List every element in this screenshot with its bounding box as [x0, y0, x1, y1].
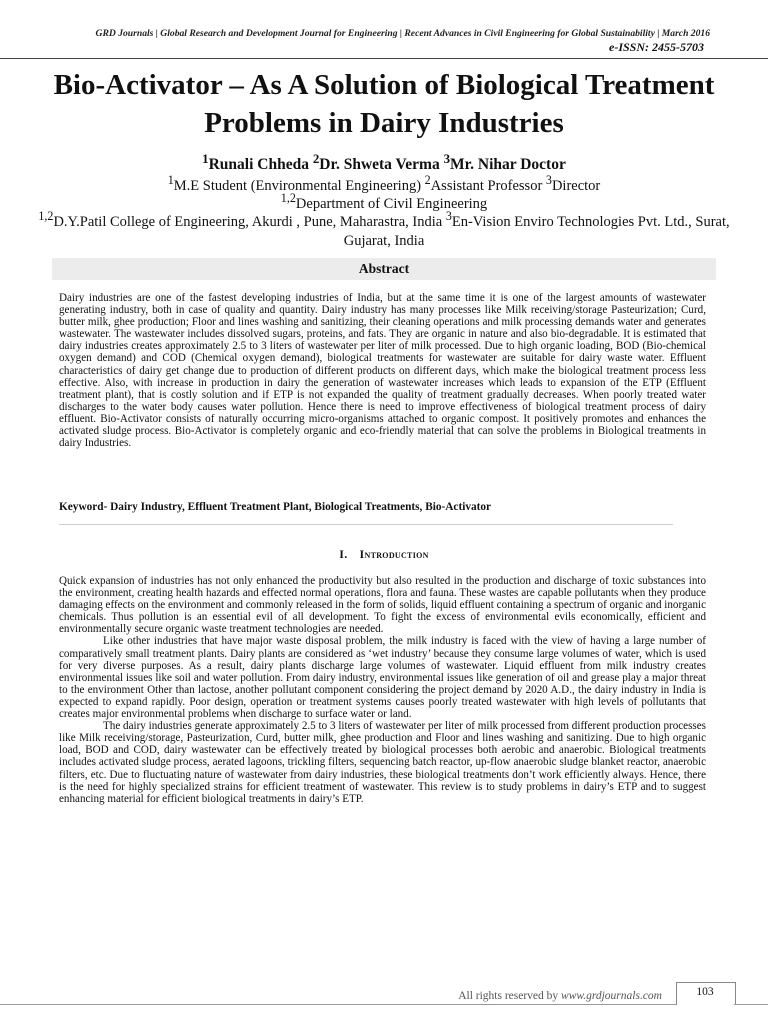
author-name: Runali Chheda [208, 156, 313, 174]
author-name: Dr. Shweta Verma [319, 156, 444, 174]
role-sup: 2 [424, 173, 431, 187]
paper-title: Bio-Activator – As A Solution of Biological Treatment Problems in Dairy Industries [53, 69, 715, 139]
issn: e-ISSN: 2455-5703 [609, 40, 704, 54]
section-number: I. [339, 547, 348, 561]
role-sup: 1 [167, 173, 174, 187]
footer-divider [0, 1004, 676, 1005]
inst-sup: 1,2 [38, 209, 54, 223]
author-sup: 3 [443, 151, 451, 166]
author-sup: 2 [312, 151, 320, 166]
section-divider [59, 524, 673, 525]
section-title: Introduction [359, 547, 429, 561]
author-name: Mr. Nihar Doctor [450, 156, 566, 174]
paragraph: Quick expansion of industries has not only enhanced the productivity but also resulted in the production and discharge of toxic substances into the environment, creating health hazards and effected normal operations, flora and fauna. These wastes are capable pollutants when they produce damaging effects on the environment and commonly released in the form of solids, liquid effluent containing a spectrum of organic and inorganic chemicals. Thus pollution is an essential evil of all development. To fight the excess of environmental evils economically, efficient and environmentally secure organic waste treatment technologies are needed. [59, 575, 706, 636]
paragraph: Like other industries that have major waste disposal problem, the milk industry is faced with the view of having a large number of comparatively small treatment plants. Dairy plants are considered as ‘wet industry’ because they consume large volumes of water, which is used for very diverse purposes. As a result, dairy plants discharge large volumes of wastewater. Liquid effluent from milk industry creates environmental issues like soil and water pollution. From dairy industry, environmental issues like generation of oil and grease play a major threat to the environment Other than lactose, another pollutant component considering the project demand by 2020 A.D., the dairy industry in India is expected to expand rapidly. Poor design, operation or treatment systems causes poorly treated wastewater with high levels of pollutants that creates major environmental problems when discharge to surface water or land. [59, 635, 706, 721]
abstract-heading: Abstract [52, 258, 716, 280]
inst-sup: 3 [445, 209, 452, 223]
section-heading [0, 547, 768, 562]
author-sup: 1 [202, 151, 209, 166]
role: Director [551, 177, 601, 194]
dept-name: Department of Civil Engineering [295, 195, 488, 212]
keywords: Keyword- Dairy Industry, Effluent Treatment Plant, Biological Treatments, Bio-Activator [59, 501, 492, 513]
header-divider [0, 58, 768, 59]
dept-sup: 1,2 [280, 191, 296, 205]
footer-rights [458, 990, 662, 1002]
paragraph: The dairy industries generate approximately 2.5 to 3 liters of wastewater per liter of milk processed from different production processes like Milk receiving/storage, Pasteurization, Curd, butter milk, ghee production and Floor and lines washing and sanitizing. Due to high organic load, BOD and COD, dairy wastewater can be effectively treated by biological processes both aerobic and anaerobic. Biological treatments includes activated sludge process, aerated lagoons, trickling filters, sequencing batch reactor, up-flow anaerobic sludge blanket reactor, anaerobic filters, etc. Due to fluctuating nature of wastewater from dairy industries, these biological treatments don’t work efficiently always. Hence, there is the need for highly specialized strains for efficient treatment of wastewater. This review is to study problems in dairy’s ETP and to suggest enhancing material for efficient biological treatments in dairy’s ETP. [59, 720, 706, 805]
footer-divider [734, 1004, 768, 1005]
role-sup: 3 [545, 173, 552, 187]
abstract-text: Dairy industries are one of the fastest developing industries of India, but at the same time it is one of the largest amounts of wastewater generating industry, both in case of quality and quantity. Dairy industry has many processes like Milk receiving/storage Pasteurization; Curd, butter milk, ghee production; Floor and lines washing and sanitizing, their cleaning operations and milk processing demands water and generates wastewater. The wastewater includes dissolved sugars, proteins, and fats. They are organic in nature and also bio-degradable. It is estimated that dairy industries creates approximately 2.5 to 3 liters of wastewater per liter of milk processed. Due to high organic loading, BOD (Bio-chemical oxygen demand) and COD (Chemical oxygen demand), biological treatments for wastewater are suitable for dairy waste water. Effluent characteristics of dairy get change due to production of different products on different days, which make the biological treatment process less effective. Also, with increase in production in dairy the generation of wastewater increases which leads to expansion of the ETP (Effluent treatment plant), that is costly solution and if ETP is not expanded the quality of treatment gradually decreases. When poorly treated water discharges to the water body causes water pollution. Hence there is need to improve effectiveness of biological treatment process of dairy effluent. Bio-Activator consists of naturally occurring micro-organisms attached to organic compost. It positively promotes and enhances the activated sludge process. Bio-Activator is completely organic and eco-friendly material that can solve the problems in Biological treatments in dairy Industries. [59, 292, 706, 450]
institution-1: D.Y.Patil College of Engineering, Akurdi , Pune, Maharastra, India [53, 213, 446, 230]
journal-header: GRD Journals | Global Research and Development Journal for Engineering | Recent Advances in Civil Engineering for Global Sustainability | March 2016 [95, 28, 710, 39]
role: M.E Student (Environmental Engineering) [173, 177, 425, 194]
institutions [28, 207, 740, 251]
section-body [59, 575, 706, 805]
institution-2: En-Vision Enviro Technologies Pvt. Ltd., Surat, Gujarat, India [343, 213, 730, 249]
role: Assistant Professor [430, 177, 546, 194]
page-number: 103 [696, 986, 714, 998]
rights-text: All rights reserved by [458, 990, 562, 1002]
site-link[interactable]: www.grdjournals.com [561, 990, 662, 1002]
